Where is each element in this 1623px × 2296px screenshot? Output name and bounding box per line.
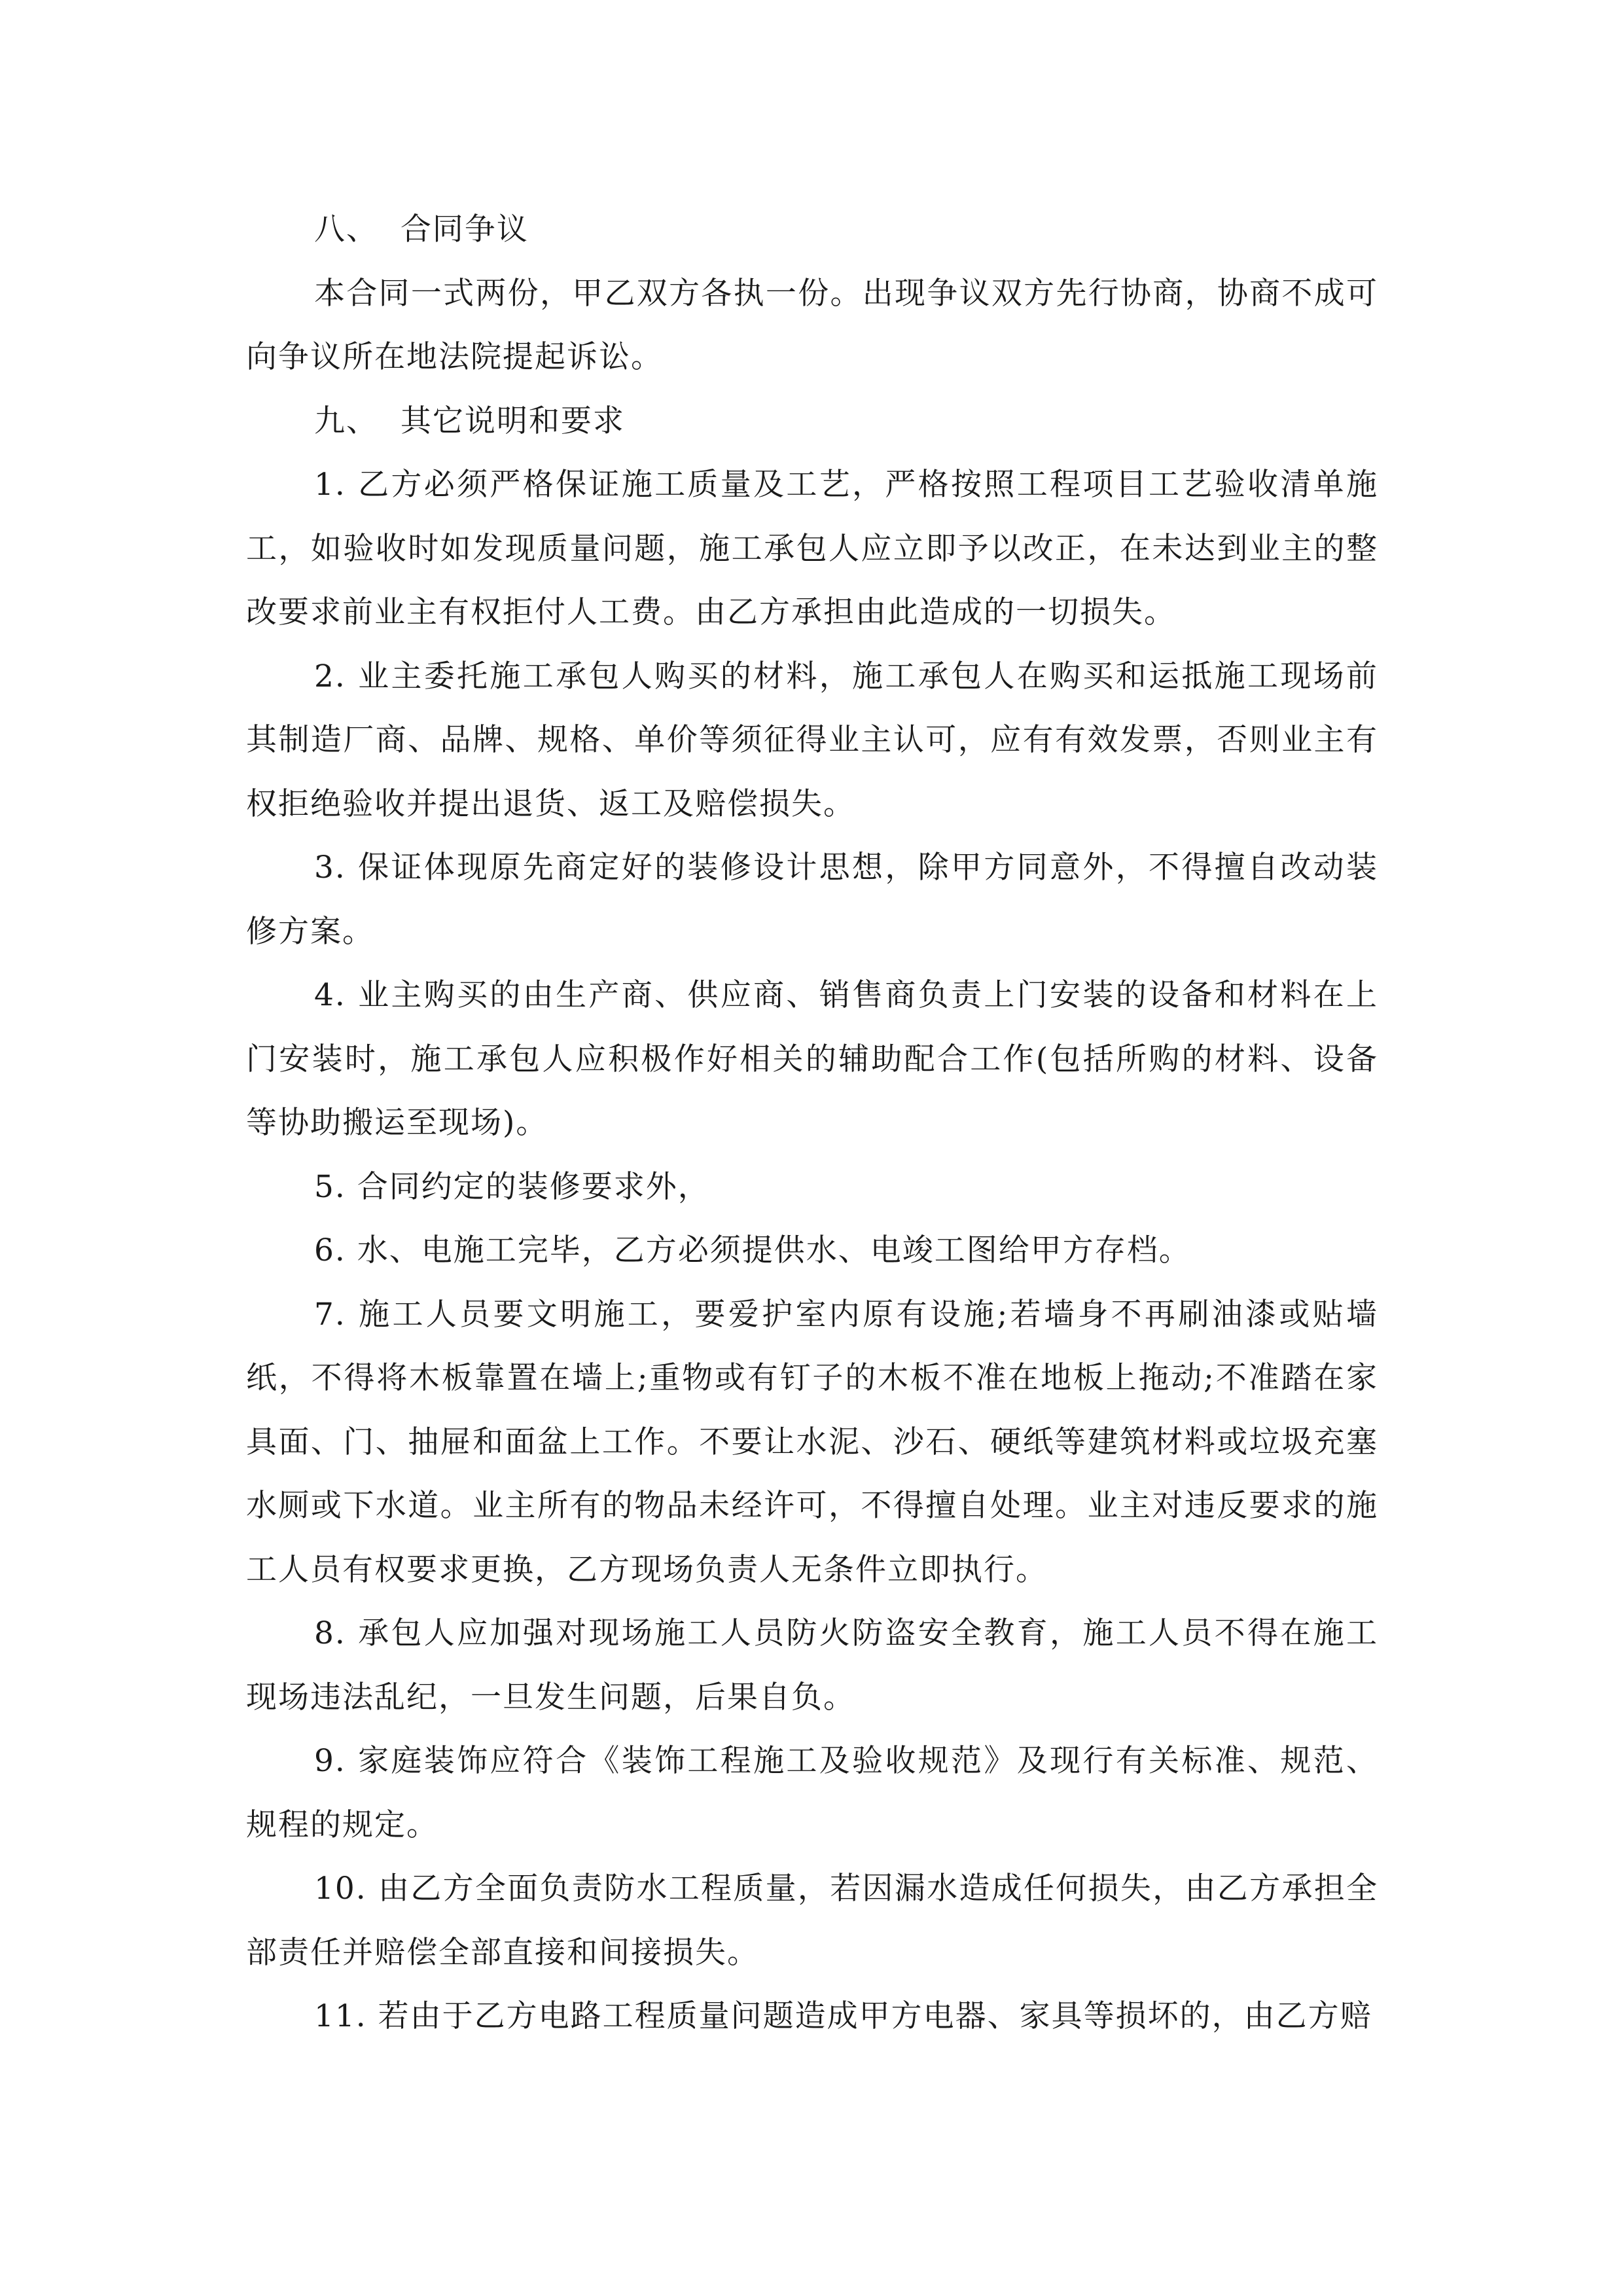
contract-text: [246, 198, 1378, 2049]
section-8-heading: 八、 合同争议: [314, 211, 529, 247]
clause-10: 10. 由乙方全面负责防水工程质量，若因漏水造成任何损失，由乙方承担全部责任并赔偿全部直接和间接损失。: [246, 1871, 1378, 1971]
clause-2: 2. 业主委托施工承包人购买的材料，施工承包人在购买和运抵施工现场前其制造厂商、品牌、规格、单价等须征得业主认可，应有有效发票，否则业主有权拒绝验收并提出退货、返工及赔偿损失。: [246, 658, 1378, 822]
clause-9: 9. 家庭装饰应符合《装饰工程施工及验收规范》及现行有关标准、规范、规程的规定。: [246, 1743, 1378, 1843]
section-9-heading: 九、 其它说明和要求: [314, 403, 625, 439]
clause-3: 3. 保证体现原先商定好的装修设计思想，除甲方同意外，不得擅自改动装修方案。: [246, 850, 1378, 950]
clause-6: 6. 水、电施工完毕，乙方必须提供水、电竣工图给甲方存档。: [314, 1232, 1191, 1268]
clause-1: 1. 乙方必须严格保证施工质量及工艺，严格按照工程项目工艺验收清单施工，如验收时如发现质量问题，施工承包人应立即予以改正，在未达到业主的整改要求前业主有权拒付人工费。由乙方承担由此造成的一切损失。: [246, 467, 1378, 630]
section-8-body: 本合同一式两份，甲乙双方各执一份。出现争议双方先行协商，协商不成可向争议所在地法院提起诉讼。: [246, 275, 1378, 375]
clause-5: 5. 合同约定的装修要求外，: [314, 1168, 710, 1205]
clause-8: 8. 承包人应加强对现场施工人员防火防盗安全教育，施工人员不得在施工现场违法乱纪，一旦发生问题，后果自负。: [246, 1615, 1378, 1715]
clause-7: 7. 施工人员要文明施工，要爱护室内原有设施;若墙身不再刷油漆或贴墙纸，不得将木板靠置在墙上;重物或有钉子的木板不准在地板上拖动;不准踏在家具面、门、抽屉和面盆上工作。不要让水泥、沙石、硬纸等建筑材料或垃圾充塞水厕或下水道。业主所有的物品未经许可，不得擅自处理。业主对违反要求的施工人员有权要求更换，乙方现场负责人无条件立即执行。: [246, 1296, 1378, 1588]
clause-4: 4. 业主购买的由生产商、供应商、销售商负责上门安装的设备和材料在上门安装时，施工承包人应积极作好相关的辅助配合工作(包括所购的材料、设备等协助搬运至现场)。: [246, 977, 1378, 1141]
clause-11: 11. 若由于乙方电路工程质量问题造成甲方电器、家具等损坏的，由乙方赔: [314, 1998, 1372, 2034]
